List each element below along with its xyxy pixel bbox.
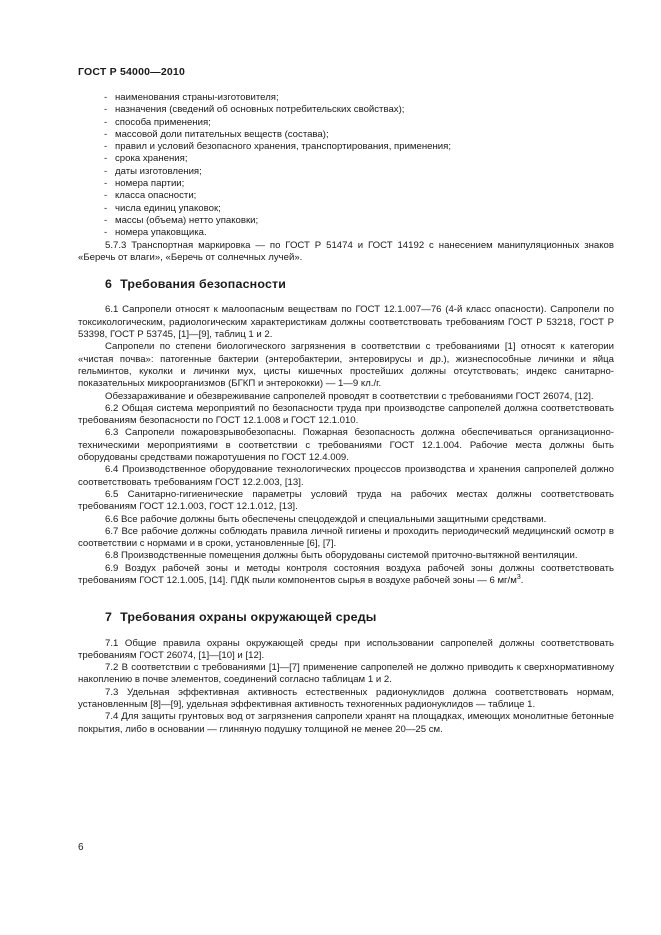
- paragraph-6-7: 6.7 Все рабочие должны соблюдать правила личной гигиены и проходить периодический медицинский осмотр в соответствии с нормами и в сроки, установленные [6], [7].: [78, 525, 614, 550]
- paragraph-6-1-disinfection: Обеззараживание и обезвреживание сапропелей проводят в соответствии с требованиями ГОСТ 26074, [12].: [105, 390, 594, 402]
- list-dash: -: [104, 116, 108, 128]
- paragraph-6-1: 6.1 Сапропели относят к малоопасным веществам по ГОСТ 12.1.007—76 (4-й класс опасности). Сапропели по токсикологическим, радиологическим характеристикам должны соответствовать требованиям ГОСТ Р 53218, ГОСТ Р 53398, ГОСТ Р 53745, [1]—[9], таблиц 1 и 2.: [78, 304, 614, 341]
- list-dash: -: [104, 153, 108, 165]
- list-item: [78, 92, 614, 104]
- paragraph-7-3: 7.3 Удельная эффективная активность естественных радионуклидов должна соответствовать нормам, установленным [8]—[9], удельная эффективная активность техногенных радионуклидов — таблице 1.: [78, 686, 614, 711]
- page-content: [78, 92, 614, 736]
- document-code-header: ГОСТ Р 54000—2010: [78, 66, 186, 78]
- list-item: [78, 153, 614, 165]
- list-dash: -: [104, 227, 108, 239]
- list-item-text: даты изготовления;: [115, 165, 202, 177]
- list-item: [78, 190, 614, 202]
- list-item-text: способа применения;: [115, 116, 211, 128]
- list-item: [78, 129, 614, 141]
- paragraph-6-1-bio: Сапропели по степени биологического загрязнения в соответствии с требованиями [1] относят к категории «чистая почва»: патогенные бактерии (энтеробактерии, энтеровирусы и др.), жизнеспособные личинки и яйца гельминтов, куколки и личинки мух, цисты кишечных простейших должны отсутствовать; индекс санитарно-показательных микроорганизмов (БГКП и энтерококки) — 1—9 кл./г.: [78, 341, 614, 390]
- section-7-heading: [78, 611, 614, 623]
- list-item: [78, 227, 614, 239]
- list-item-text: класса опасности;: [115, 190, 197, 202]
- list-dash: -: [104, 202, 108, 214]
- list-item-text: правил и условий безопасного хранения, транспортирования, применения;: [115, 141, 452, 153]
- section-6-title: Требования безопасности: [120, 277, 287, 292]
- list-item: [78, 141, 614, 153]
- section-6-heading: [78, 278, 614, 290]
- paragraph-7-1: 7.1 Общие правила охраны окружающей среды при использовании сапропелей должны соответствовать требованиям ГОСТ 26074, [1]—[10] и [12].: [78, 637, 614, 661]
- paragraph-6-9-text: 6.9 Воздух рабочей зоны и методы контроля состояния воздуха рабочей зоны должны соответствовать требованиям ГОСТ 12.1.005, [14]. ПДК пыли компонентов сырья в воздухе рабочей зоны — 6 мг/м: [78, 562, 614, 586]
- list-dash: -: [104, 178, 108, 190]
- list-item-text: номера партии;: [115, 178, 185, 190]
- section-6-number: 6: [105, 277, 113, 292]
- paragraph-6-4: 6.4 Производственное оборудование технологических процессов производства и хранения сапропелей должно соответствовать требованиям ГОСТ 12.2.003, [13].: [78, 464, 614, 488]
- list-item: [78, 104, 614, 116]
- paragraph-6-5: 6.5 Санитарно-гигиенические параметры условий труда на рабочих местах должны соответствовать требованиям ГОСТ 12.1.003, ГОСТ 12.1.012, [13].: [78, 488, 614, 513]
- list-item: [78, 215, 614, 227]
- list-dash: -: [104, 214, 108, 226]
- list-item: [78, 178, 614, 190]
- list-item-text: массы (объема) нетто упаковки;: [115, 214, 259, 226]
- list-item-text: числа единиц упаковок;: [115, 202, 221, 214]
- list-dash: -: [104, 128, 108, 140]
- list-item: [78, 166, 614, 178]
- paragraph-6-8: 6.8 Производственные помещения должны быть оборудованы системой приточно-вытяжной вентиляции.: [105, 550, 578, 562]
- section-7-title: Требования охраны окружающей среды: [120, 610, 377, 625]
- list-item-text: массовой доли питательных веществ (состава);: [115, 128, 329, 140]
- list-dash: -: [104, 141, 108, 153]
- paragraph-6-9-end: .: [520, 574, 524, 586]
- list-dash: -: [104, 165, 108, 177]
- paragraph-6-3: 6.3 Сапропели пожаровзрывобезопасны. Пожарная безопасность должна обеспечиваться организационно-техническими мероприятиями в соответствии с требованиями ГОСТ 12.1.004. Рабочие места должны быть оборудованы средствами пожаротушения по ГОСТ 12.4.009.: [78, 427, 614, 464]
- list-item-text: назначения (сведений об основных потребительских свойствах);: [115, 104, 405, 116]
- paragraph-6-6: 6.6 Все рабочие должны быть обеспечены спецодеждой и специальными защитными средствами.: [105, 513, 547, 525]
- list-item: [78, 117, 614, 129]
- paragraph-7-2: 7.2 В соответствии с требованиями [1]—[7] применение сапропелей не должно приводить к сверхнормативному накоплению в почве элементов, соединений согласно таблицам 1 и 2.: [78, 662, 614, 686]
- paragraph-5-7-3: 5.7.3 Транспортная маркировка — по ГОСТ Р 51474 и ГОСТ 14192 с нанесением манипуляционных знаков «Беречь от влаги», «Беречь от солнечных лучей».: [78, 239, 614, 263]
- list-dash: -: [104, 190, 108, 202]
- list-item-text: номера упаковщика.: [115, 227, 207, 239]
- superscript-exponent: 3: [516, 573, 521, 581]
- section-7-number: 7: [105, 610, 113, 625]
- paragraph-6-9: [78, 563, 614, 588]
- paragraph-7-4: 7.4 Для защиты грунтовых вод от загрязнения сапропели хранят на площадках, имеющих монолитные бетонные покрытия, либо в основании — глиняную подушку толщиной не менее 20—25 см.: [78, 711, 614, 735]
- list-item-text: наименования страны-изготовителя;: [115, 92, 279, 103]
- list-dash: -: [104, 92, 108, 103]
- paragraph-6-2: 6.2 Общая система мероприятий по безопасности труда при производстве сапропелей должна соответствовать требованиям безопасности по ГОСТ 12.1.008 и ГОСТ 12.1.010.: [78, 402, 614, 427]
- list-item: [78, 203, 614, 215]
- list-item-text: срока хранения;: [115, 153, 188, 165]
- labeling-list: [78, 92, 614, 240]
- list-dash: -: [104, 104, 108, 116]
- page-number: 6: [78, 842, 84, 853]
